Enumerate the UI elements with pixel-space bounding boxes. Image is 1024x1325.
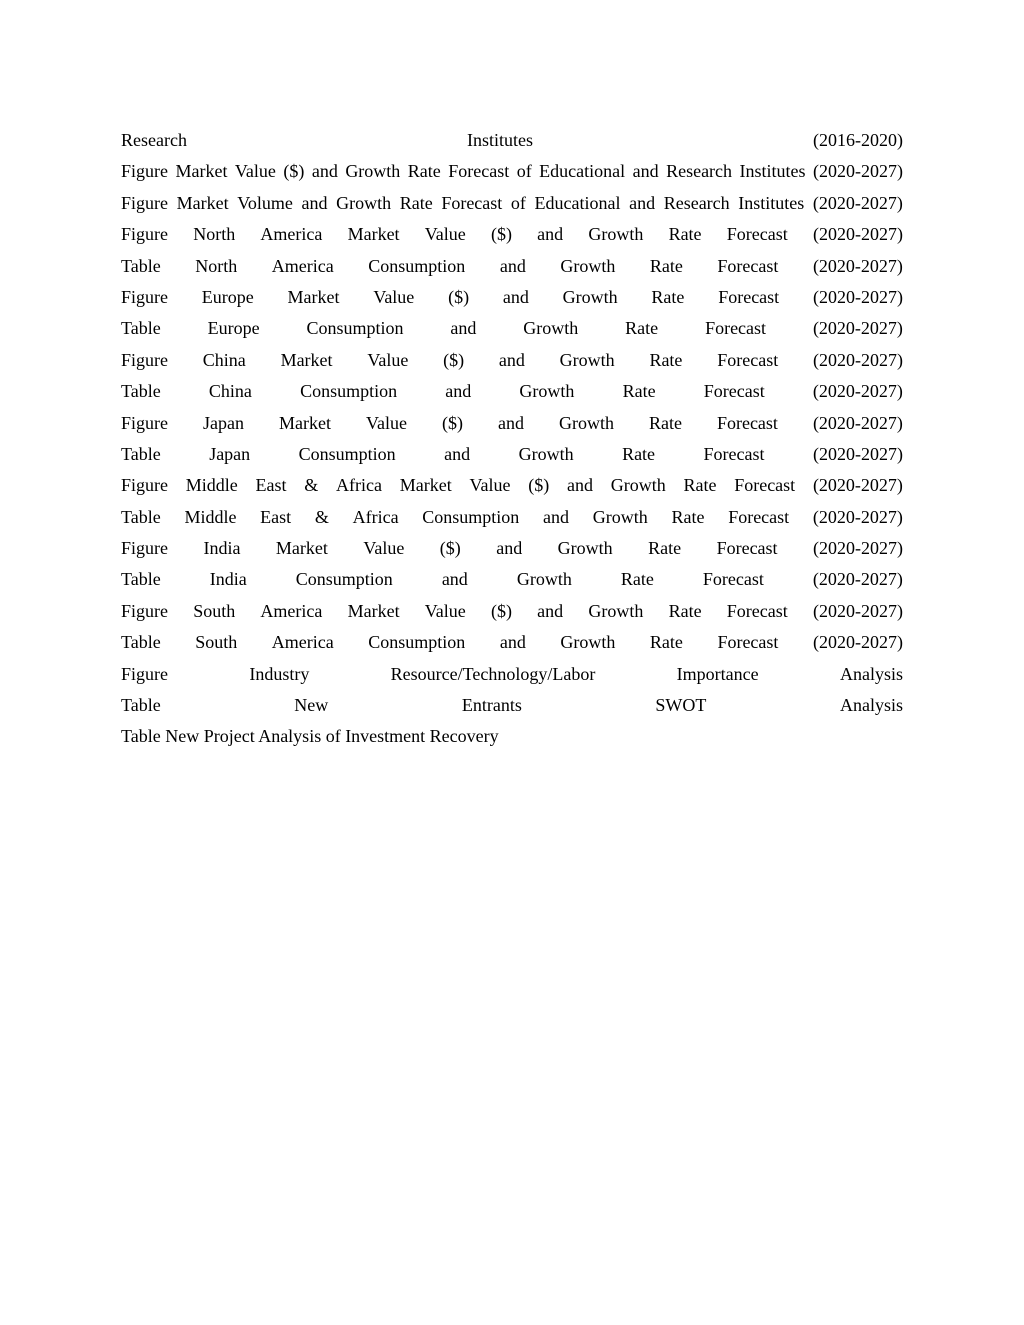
word: of <box>510 192 526 213</box>
word: Growth <box>562 286 618 307</box>
word: Growth <box>516 569 572 590</box>
word: ($) <box>528 475 550 496</box>
word: Forecast <box>717 349 779 370</box>
word: Forecast <box>728 506 790 527</box>
word: Market <box>347 224 400 245</box>
word: Table <box>121 318 161 339</box>
word: ($) <box>490 600 512 621</box>
word: Table <box>121 255 161 276</box>
toc-line <box>121 439 903 470</box>
word: (2020-2027) <box>812 443 903 464</box>
word: Analysis <box>839 695 903 716</box>
toc-line <box>121 408 903 439</box>
word: Forecast <box>441 192 503 213</box>
word: Figure <box>121 349 168 370</box>
word: Rate <box>649 632 683 653</box>
word: Forecast <box>703 443 765 464</box>
word: Growth <box>592 506 648 527</box>
word: and <box>498 349 525 370</box>
toc-line <box>121 313 903 344</box>
word: (2020-2027) <box>812 286 903 307</box>
word: Growth <box>588 224 644 245</box>
word: Research <box>663 192 730 213</box>
word: Figure <box>121 224 168 245</box>
word: Consumption <box>298 443 396 464</box>
word: and <box>499 632 526 653</box>
toc-line <box>121 533 903 564</box>
toc-line <box>121 251 903 282</box>
word: Growth <box>588 600 644 621</box>
word: and <box>499 255 526 276</box>
word: Value <box>424 224 466 245</box>
word: Educational <box>539 161 626 182</box>
word: Growth <box>519 381 575 402</box>
word: India <box>203 538 241 559</box>
toc-line <box>121 659 903 690</box>
word: & <box>304 475 319 496</box>
word: Figure <box>121 412 168 433</box>
word: Value <box>373 286 415 307</box>
word: China <box>202 349 246 370</box>
word: Rate <box>648 538 682 559</box>
word: Rate <box>671 506 705 527</box>
word: America <box>260 224 323 245</box>
toc-line <box>121 219 903 250</box>
word: America <box>271 255 334 276</box>
word: Growth <box>559 349 615 370</box>
word: Value <box>469 475 511 496</box>
toc-line <box>121 627 903 658</box>
word: and <box>450 318 477 339</box>
word: South <box>193 600 236 621</box>
word: Research <box>666 161 733 182</box>
word: and <box>444 443 471 464</box>
word: Market <box>278 412 331 433</box>
word: Rate <box>668 600 702 621</box>
word: (2020-2027) <box>812 381 903 402</box>
word: and <box>537 224 564 245</box>
word: Figure <box>121 475 168 496</box>
word: Forecast <box>716 538 778 559</box>
word: (2020-2027) <box>812 569 903 590</box>
word: (2020-2027) <box>812 318 903 339</box>
word: Japan <box>203 412 244 433</box>
word: (2020-2027) <box>812 632 903 653</box>
word: Africa <box>352 506 399 527</box>
word: (2020-2027) <box>812 192 903 213</box>
word: & <box>314 506 329 527</box>
word: America <box>271 632 334 653</box>
word: Rate <box>649 349 683 370</box>
toc-line <box>121 156 903 187</box>
word: Educational <box>534 192 621 213</box>
word: Rate <box>683 475 717 496</box>
word: (2020-2027) <box>812 412 903 433</box>
word: North <box>193 224 236 245</box>
word: Consumption <box>368 255 466 276</box>
word: Rate <box>668 224 702 245</box>
word: Rate <box>622 443 656 464</box>
toc-line <box>121 125 903 156</box>
word: Forecast <box>702 569 764 590</box>
word: Value <box>424 600 466 621</box>
word: Europe <box>207 318 260 339</box>
toc-line <box>121 345 903 376</box>
word: Consumption <box>368 632 466 653</box>
word: Figure <box>121 600 168 621</box>
word: Volume <box>237 192 293 213</box>
toc-line <box>121 502 903 533</box>
word: Market <box>287 286 340 307</box>
word: (2020-2027) <box>812 600 903 621</box>
word: Forecast <box>716 412 778 433</box>
word: (2020-2027) <box>812 255 903 276</box>
word: Research <box>121 130 187 150</box>
word: New <box>294 695 329 716</box>
word: India <box>209 569 247 590</box>
word: and <box>441 569 468 590</box>
word: Figure <box>121 192 168 213</box>
word: Rate <box>648 412 682 433</box>
word: Figure <box>121 538 168 559</box>
toc-line <box>121 188 903 219</box>
word: ($) <box>441 412 463 433</box>
word: Institutes <box>738 192 805 213</box>
word: Institutes <box>739 161 806 182</box>
word: Growth <box>558 412 614 433</box>
word: (2020-2027) <box>812 161 903 182</box>
word: Forecast <box>726 600 788 621</box>
word: Growth <box>345 161 401 182</box>
word: ($) <box>490 224 512 245</box>
word: Table <box>121 695 161 716</box>
word: of <box>516 161 532 182</box>
word: (2020-2027) <box>812 224 903 245</box>
word: Forecast <box>718 286 780 307</box>
word: China <box>208 381 252 402</box>
word: Table <box>121 569 161 590</box>
word: Growth <box>336 192 392 213</box>
word: Institutes <box>466 130 533 150</box>
word: Importance <box>676 663 759 684</box>
word: ($) <box>439 538 461 559</box>
word: South <box>195 632 238 653</box>
word: Market <box>176 192 229 213</box>
word: Figure <box>121 161 168 182</box>
word: Value <box>363 538 405 559</box>
word: Consumption <box>422 506 520 527</box>
word: and <box>566 475 593 496</box>
word: North <box>195 255 238 276</box>
word: Forecast <box>448 161 510 182</box>
word: and <box>311 161 338 182</box>
word: Rate <box>649 255 683 276</box>
word: and <box>445 381 472 402</box>
word: Resource/Technology/Labor <box>390 663 596 684</box>
word: Analysis <box>839 663 903 684</box>
toc-line <box>121 690 903 721</box>
word: Growth <box>557 538 613 559</box>
word: Value <box>234 161 276 182</box>
word: Value <box>365 412 407 433</box>
word: (2020-2027) <box>812 506 903 527</box>
word: Forecast <box>705 318 767 339</box>
word: SWOT <box>655 695 707 716</box>
word: ($) <box>443 349 465 370</box>
word: ($) <box>448 286 470 307</box>
word: and <box>543 506 570 527</box>
word: (2020-2027) <box>812 349 903 370</box>
word: Forecast <box>717 255 779 276</box>
word: Forecast <box>734 475 796 496</box>
word: Growth <box>523 318 579 339</box>
word: and <box>301 192 328 213</box>
word: Table <box>121 506 161 527</box>
word: ($) <box>283 161 305 182</box>
word: Table <box>121 381 161 402</box>
word: and <box>632 161 659 182</box>
word: Rate <box>620 569 654 590</box>
word: Market <box>175 161 228 182</box>
word: Middle <box>184 506 237 527</box>
word: Table <box>121 443 161 464</box>
word: Rate <box>622 381 656 402</box>
word: Figure <box>121 663 168 684</box>
word: Growth <box>560 255 616 276</box>
toc-line <box>121 376 903 407</box>
word: Rate <box>399 192 433 213</box>
toc-line <box>121 564 903 595</box>
word: Europe <box>201 286 254 307</box>
word: Growth <box>560 632 616 653</box>
word: Figure <box>121 286 168 307</box>
word: Consumption <box>295 569 393 590</box>
word: Market <box>280 349 333 370</box>
word: Market <box>275 538 328 559</box>
word: and <box>537 600 564 621</box>
list-of-figures-and-tables <box>121 125 903 753</box>
word: Growth <box>518 443 574 464</box>
word: East <box>260 506 292 527</box>
word: (2020-2027) <box>812 475 903 496</box>
word: America <box>260 600 323 621</box>
word: Consumption <box>306 318 404 339</box>
word: and <box>497 412 524 433</box>
toc-line <box>121 596 903 627</box>
word: (2020-2027) <box>813 538 903 559</box>
word: Japan <box>209 443 251 464</box>
word: Market <box>347 600 400 621</box>
toc-line: Table New Project Analysis of Investment Recovery <box>121 726 499 747</box>
word: Middle <box>185 475 238 496</box>
word: Rate <box>651 286 685 307</box>
word: Rate <box>407 161 441 182</box>
word: East <box>255 475 287 496</box>
toc-line <box>121 470 903 501</box>
word: Africa <box>336 475 382 496</box>
word: Industry <box>249 663 310 684</box>
word: Rate <box>625 318 659 339</box>
word: Forecast <box>703 381 765 402</box>
word: Value <box>367 349 409 370</box>
word: Growth <box>610 475 666 496</box>
word: (2016-2020) <box>813 130 903 150</box>
word: Entrants <box>461 695 522 716</box>
word: Table <box>121 632 161 653</box>
word: Consumption <box>300 381 398 402</box>
toc-line <box>121 282 903 313</box>
word: Forecast <box>726 224 788 245</box>
word: and <box>629 192 656 213</box>
word: and <box>496 538 523 559</box>
word: and <box>502 286 529 307</box>
word: Forecast <box>717 632 779 653</box>
word: Market <box>399 475 452 496</box>
